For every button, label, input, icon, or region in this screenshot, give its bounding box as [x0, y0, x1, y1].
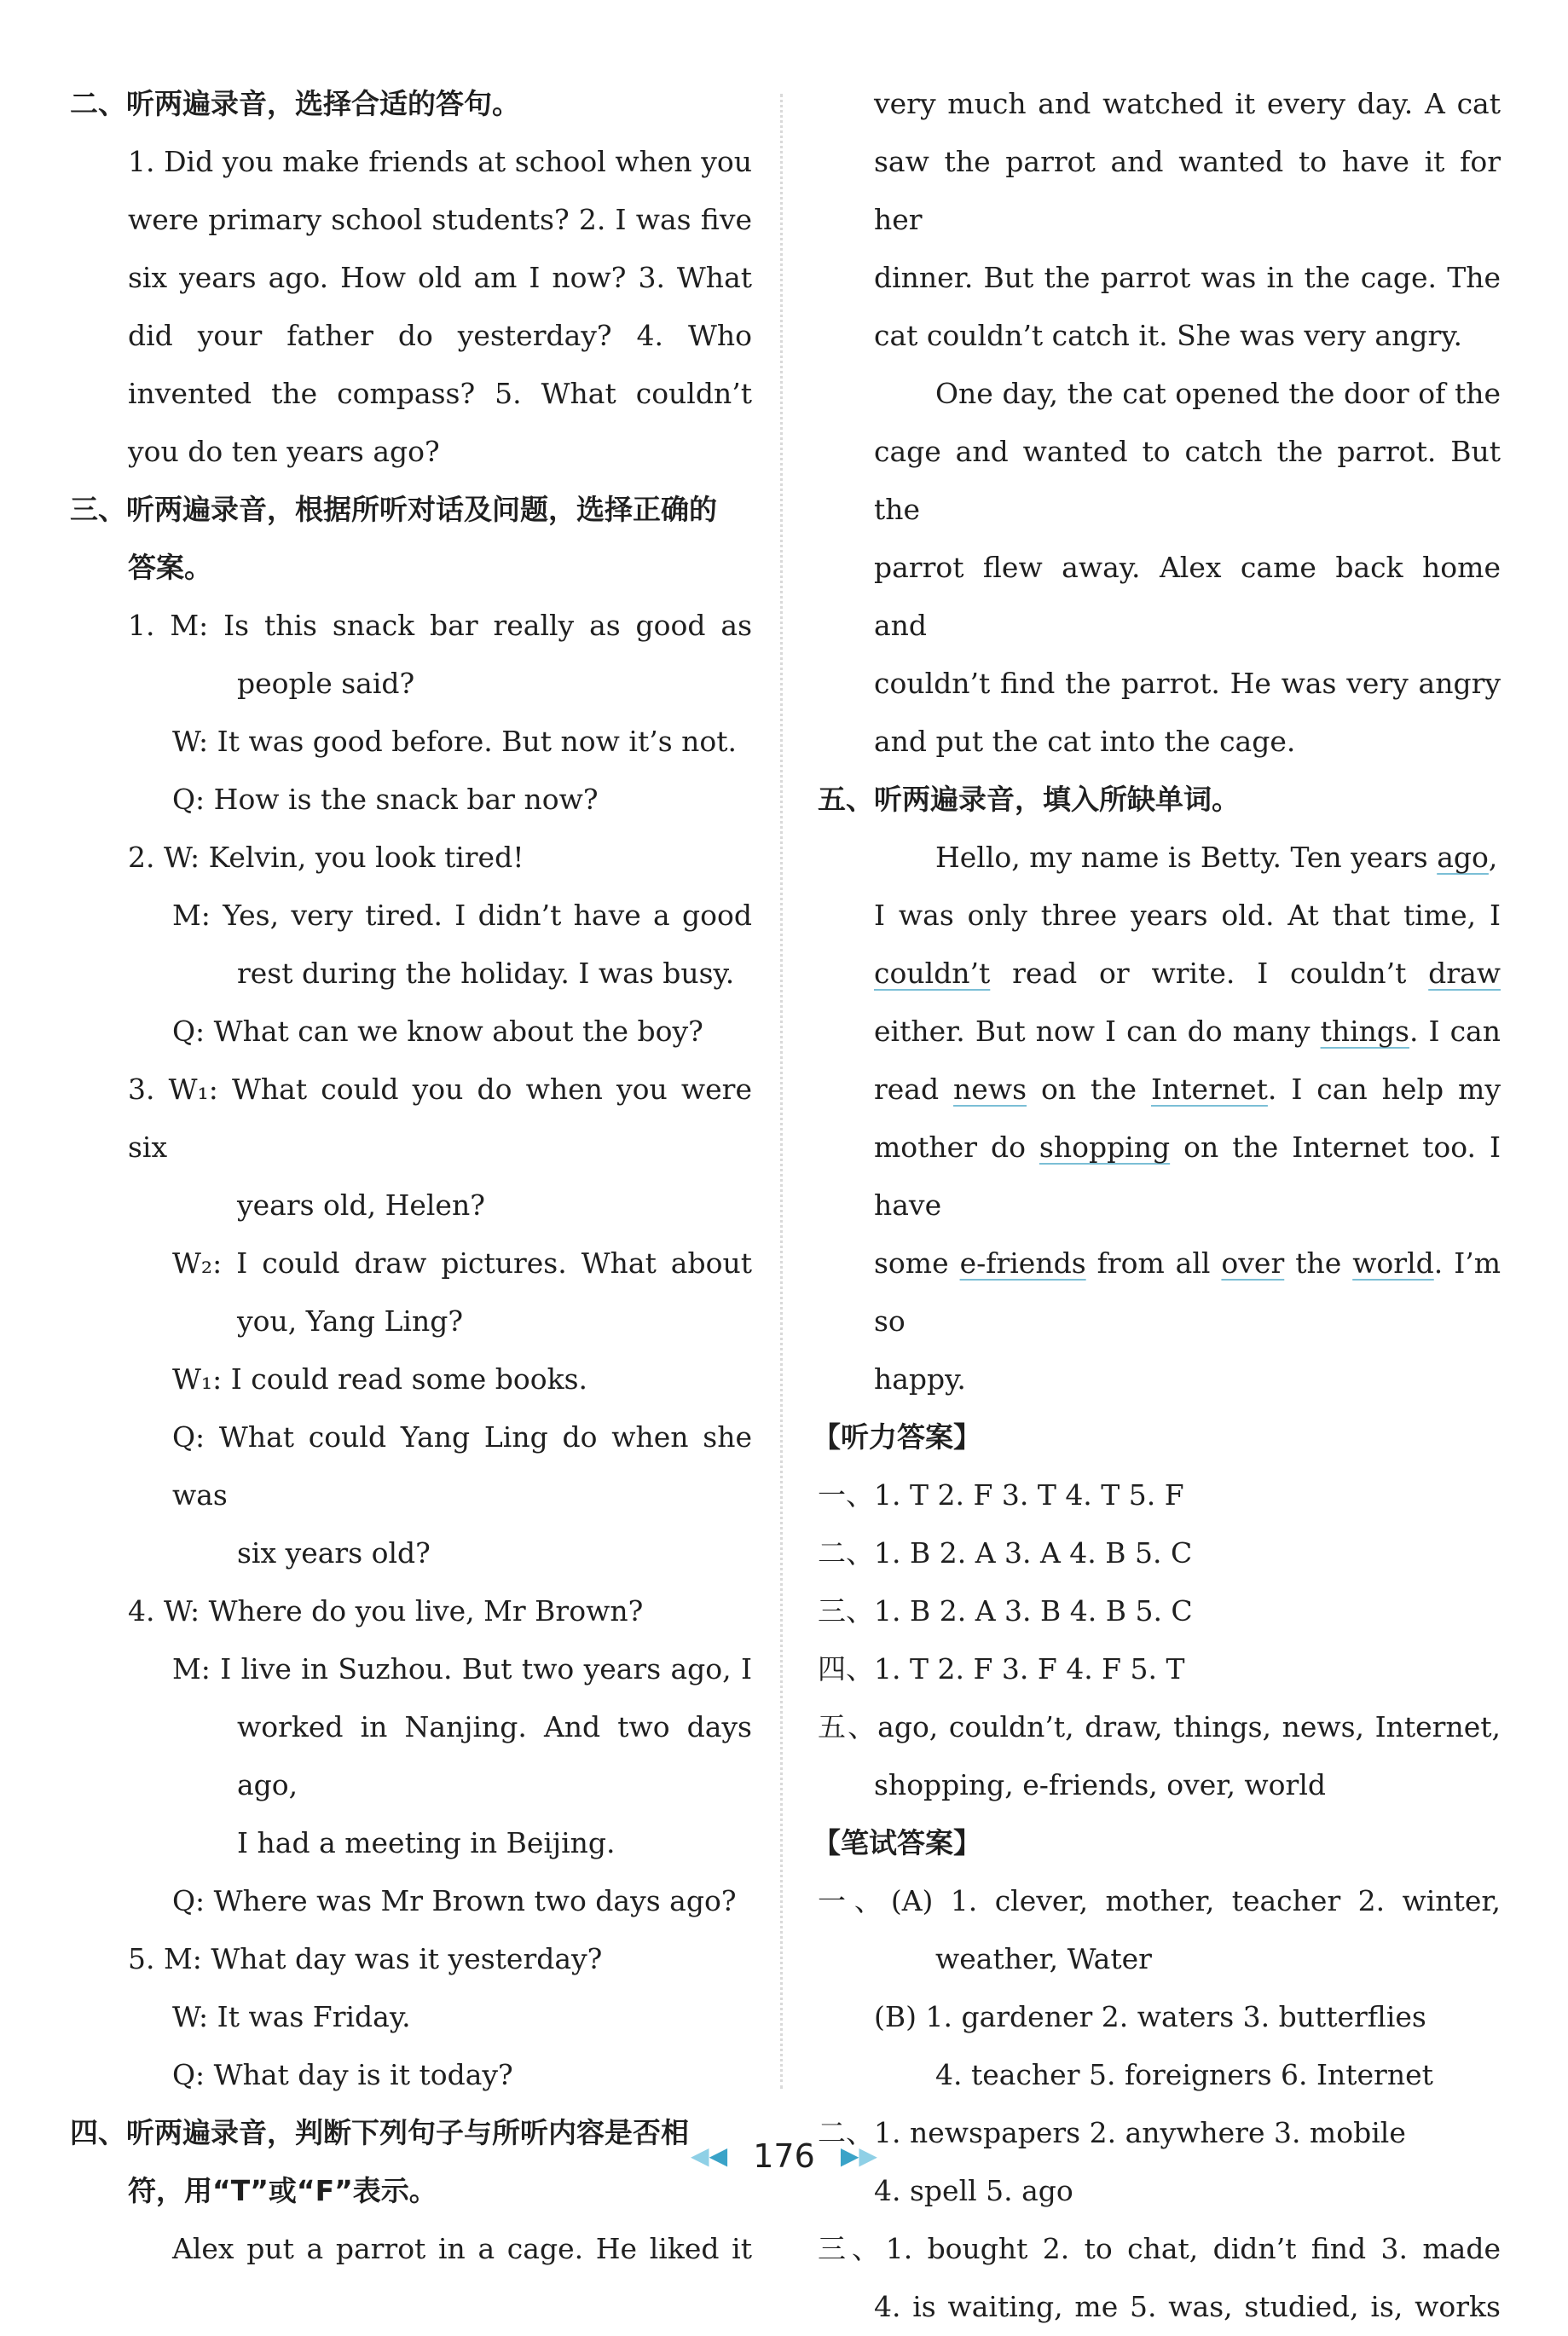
dialogue-3-line: six years old? [237, 1536, 431, 1570]
listening-answer-row: 五、ago, couldn’t, draw, things, news, Internet, [818, 1710, 1501, 1743]
written-answer-row: 三、1. bought 2. to chat, didn’t find 3. made [818, 2232, 1501, 2265]
section-2-line: six years ago. How old am I now? 3. What [128, 261, 752, 294]
filled-word: over [1221, 1246, 1285, 1280]
written-answer-row: 二、1. newspapers 2. anywhere 3. mobile [818, 2116, 1406, 2149]
dialogue-4-line: Q: Where was Mr Brown two days ago? [172, 1884, 737, 1917]
dialogue-1-line: 1. M: Is this snack bar really as good as [128, 609, 752, 642]
story-line: saw the parrot and wanted to have it for her [874, 145, 1501, 236]
fill-passage-line: Hello, my name is Betty. Ten years ago, [935, 841, 1498, 874]
dialogue-4-line: 4. W: Where do you live, Mr Brown? [128, 1594, 644, 1628]
fill-passage-line: happy. [874, 1362, 966, 1396]
written-answer-row: 4. is waiting, me 5. was, studied, is, works [874, 2290, 1501, 2323]
section-2-line: were primary school students? 2. I was five [128, 203, 752, 236]
dialogue-2-line: Q: What can we know about the boy? [172, 1015, 703, 1048]
fill-passage-line: some e-friends from all over the world. I’m so [874, 1246, 1501, 1338]
dialogue-3-line: W₂: I could draw pictures. What about [172, 1246, 752, 1280]
listening-answers-title: 【听力答案】 [813, 1420, 981, 1454]
story-line: dinner. But the parrot was in the cage. The [874, 261, 1501, 294]
section-3-title: 三、听两遍录音，根据所听对话及问题，选择正确的 [70, 493, 717, 526]
filled-word: world [1352, 1246, 1434, 1280]
next-arrow-icon: ▶ [840, 2141, 859, 2170]
listening-answer-row: 二、1. B 2. A 3. A 4. B 5. C [818, 1536, 1193, 1570]
story-line: very much and watched it every day. A cat [874, 87, 1501, 120]
filled-word: news [953, 1073, 1027, 1106]
written-answers-title: 【笔试答案】 [813, 1826, 981, 1859]
written-answer-row: (B) 1. gardener 2. waters 3. butterflies [874, 2000, 1426, 2033]
section-2-title: 二、听两遍录音，选择合适的答句。 [70, 87, 520, 120]
prev-arrow-icon: ◀ [709, 2141, 728, 2170]
story-line: One day, the cat opened the door of the [935, 377, 1501, 410]
dialogue-5-line: Q: What day is it today? [172, 2058, 513, 2091]
written-answer-row: 4. spell 5. ago [874, 2174, 1073, 2207]
filled-word: Internet [1151, 1073, 1268, 1106]
dialogue-3-line: you, Yang Ling? [237, 1304, 464, 1338]
fill-passage-line: either. But now I can do many things. I can [874, 1015, 1501, 1048]
story-line: couldn’t find the parrot. He was very angry [874, 667, 1501, 700]
dialogue-2-line: M: Yes, very tired. I didn’t have a good [172, 899, 752, 932]
section-5-title: 五、听两遍录音，填入所缺单词。 [818, 783, 1240, 816]
filled-word: draw [1428, 957, 1501, 990]
section-2-line: you do ten years ago? [128, 435, 440, 468]
fill-passage-line: I was only three years old. At that time, I [874, 899, 1501, 932]
dialogue-4-line: I had a meeting in Beijing. [237, 1826, 616, 1859]
dialogue-1-line: W: It was good before. But now it’s not. [172, 725, 737, 758]
section-4-title: 四、听两遍录音，判断下列句子与所听内容是否相 [70, 2116, 689, 2149]
filled-word: shopping [1039, 1130, 1171, 1164]
story-line: cat couldn’t catch it. She was very angry. [874, 319, 1463, 352]
dialogue-1-line: Q: How is the snack bar now? [172, 783, 599, 816]
dialogue-5-line: 5. M: What day was it yesterday? [128, 1942, 603, 1975]
written-answer-row: 一、(A) 1. clever, mother, teacher 2. winter, [818, 1884, 1501, 1917]
filled-word: e-friends [959, 1246, 1086, 1280]
filled-word: ago [1437, 841, 1489, 874]
section-2-line: 1. Did you make friends at school when you [128, 145, 752, 178]
dialogue-3-line: W₁: I could read some books. [172, 1362, 588, 1396]
column-divider [780, 94, 783, 2089]
story-line: parrot flew away. Alex came back home and [874, 551, 1501, 642]
written-answer-row: weather, Water [935, 1942, 1152, 1975]
fill-passage-line: mother do shopping on the Internet too. I have [874, 1130, 1501, 1222]
dialogue-4-line: M: I live in Suzhou. But two years ago, I [172, 1652, 752, 1686]
listening-answer-row: 三、1. B 2. A 3. B 4. B 5. C [818, 1594, 1193, 1628]
dialogue-1-line: people said? [237, 667, 415, 700]
left-column [70, 75, 752, 2278]
written-answer-row: 4. teacher 5. foreigners 6. Internet [935, 2058, 1433, 2091]
prev-arrow-light-icon: ◀ [691, 2141, 709, 2170]
next-arrow-light-icon: ▶ [859, 2141, 877, 2170]
dialogue-2-line: 2. W: Kelvin, you look tired! [128, 841, 524, 874]
filled-word: things [1320, 1015, 1409, 1048]
dialogue-2-line: rest during the holiday. I was busy. [237, 957, 735, 990]
page-number: 176 [753, 2137, 815, 2175]
right-column [813, 75, 1501, 2336]
listening-answer-row: 四、1. T 2. F 3. F 4. F 5. T [818, 1652, 1185, 1686]
section-4-title-cont: 符，用“T”或“F”表示。 [128, 2174, 437, 2207]
dialogue-5-line: W: It was Friday. [172, 2000, 411, 2033]
fill-passage-line: couldn’t read or write. I couldn’t draw [874, 957, 1501, 990]
dialogue-3-line: Q: What could Yang Ling do when she was [172, 1420, 752, 1512]
section-3-title-cont: 答案。 [128, 551, 212, 584]
listening-answer-row: shopping, e-friends, over, world [874, 1768, 1326, 1801]
section-2-line: did your father do yesterday? 4. Who [128, 319, 752, 352]
story-line: cage and wanted to catch the parrot. But the [874, 435, 1501, 526]
listening-answer-row: 一、1. T 2. F 3. T 4. T 5. F [818, 1478, 1184, 1512]
fill-passage-line: read news on the Internet. I can help my [874, 1073, 1501, 1106]
dialogue-3-line: years old, Helen? [237, 1188, 485, 1222]
dialogue-3-line: 3. W₁: What could you do when you were six [128, 1073, 752, 1164]
page-footer [0, 2130, 1568, 2180]
filled-word: couldn’t [874, 957, 991, 990]
dialogue-4-line: worked in Nanjing. And two days ago, [237, 1710, 752, 1801]
story-line: Alex put a parrot in a cage. He liked it [172, 2232, 752, 2265]
section-2-line: invented the compass? 5. What couldn’t [128, 377, 752, 410]
story-line: and put the cat into the cage. [874, 725, 1296, 758]
